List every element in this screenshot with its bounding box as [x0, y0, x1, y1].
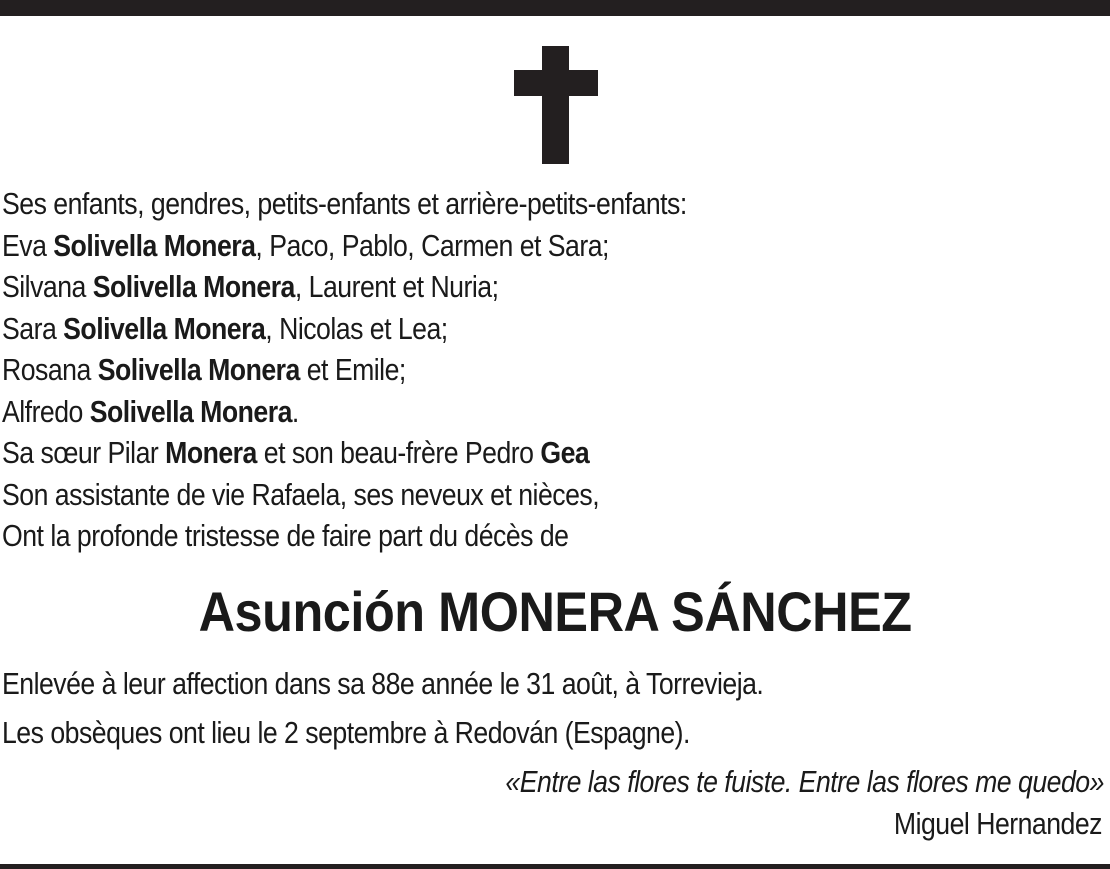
family-list	[2, 183, 948, 557]
family-line: Eva Solivella Monera, Paco, Pablo, Carmen et Sara;	[2, 227, 609, 263]
family-line: Sara Solivella Monera, Nicolas et Lea;	[2, 310, 448, 346]
sister-line: Sa sœur Pilar Monera et son beau-frère Pedro Gea	[2, 435, 590, 470]
top-border	[0, 0, 1110, 16]
family-line: Silvana Solivella Monera, Laurent et Nuria;	[2, 269, 499, 304]
funeral-detail: Les obsèques ont lieu le 2 septembre à Redován (Espagne).	[2, 715, 690, 750]
cross-icon	[514, 46, 598, 164]
quote-author: Miguel Hernandez	[893, 806, 1102, 841]
quote-text: «Entre las flores te fuiste. Entre las flores me quedo»	[505, 764, 1104, 799]
family-intro: Ses enfants, gendres, petits-enfants et arrière-petits-enfants:	[2, 186, 687, 221]
announce-line: Ont la profonde tristesse de faire part du décès de	[2, 518, 569, 553]
assistant-line: Son assistante de vie Rafaela, ses neveux et nièces,	[2, 476, 600, 512]
deceased-name: Asunción MONERA SÁNCHEZ	[198, 580, 912, 643]
family-line: Rosana Solivella Monera et Emile;	[2, 352, 406, 387]
family-line: Alfredo Solivella Monera.	[2, 393, 299, 429]
bottom-border	[0, 864, 1110, 869]
death-detail: Enlevée à leur affection dans sa 88e année le 31 août, à Torrevieja.	[2, 666, 764, 701]
